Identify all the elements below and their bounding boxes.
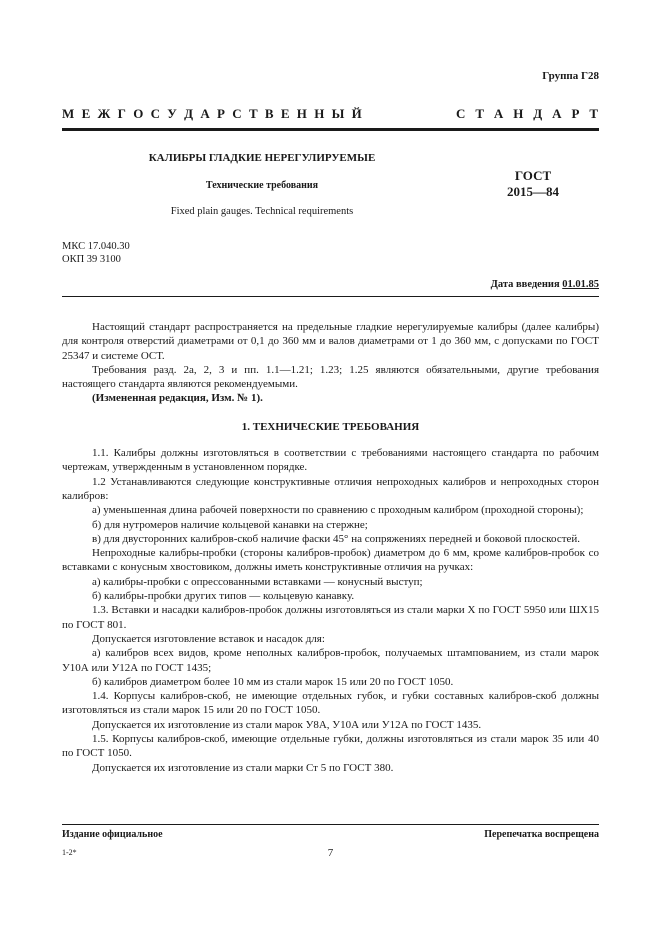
section-paragraph: б) для нутромеров наличие кольцевой канавки на стержне;: [92, 518, 368, 531]
gost-number: [488, 168, 578, 200]
banner-word1-letter: Е: [81, 106, 91, 121]
banner-word1-letter: А: [200, 106, 210, 121]
reprint-prohibited: Перепечатка воспрещена: [484, 829, 599, 840]
introduction-date: [491, 279, 599, 290]
document-body: [62, 320, 599, 775]
section-paragraph: в) для двусторонних калибров-скоб наличие фаски 45° на сопряжениях передней и боковой плоскостей.: [92, 532, 581, 545]
date-rule: [62, 296, 599, 297]
section-paragraph: 1.1. Калибры должны изготовляться в соответствии с требованиями настоящего стандарта по рабочим чертежам, утвержденным в установленном порядке.: [62, 447, 599, 474]
banner-word1-letter: Й: [351, 106, 362, 121]
banner-word1-letter: Д: [184, 106, 194, 121]
banner-word1-letter: У: [167, 106, 177, 121]
banner-word1-letter: Н: [296, 106, 307, 121]
section-paragraph: 1.5. Корпусы калибров-скоб, имеющие отдельные губки, должны изготовляться из стали марок 35 или 40 по ГОСТ 1050.: [62, 733, 599, 760]
banner-word1-letter: В: [264, 106, 274, 121]
classification-codes: [62, 240, 130, 266]
banner-word1-letter: Н: [314, 106, 325, 121]
document-title: КАЛИБРЫ ГЛАДКИЕ НЕРЕГУЛИРУЕМЫЕ: [148, 152, 376, 164]
section-heading: 1. ТЕХНИЧЕСКИЕ ТРЕБОВАНИЯ: [241, 420, 420, 433]
english-title: Fixed plain gauges. Technical requirements: [170, 206, 354, 217]
section-paragraph: Допускается изготовление вставок и насадок для:: [92, 632, 325, 645]
banner-word-interstate: [62, 106, 362, 122]
banner-word1-letter: Т: [248, 106, 258, 121]
banner-word1-letter: Ж: [97, 106, 111, 121]
section-paragraph: а) уменьшенная длина рабочей поверхности по сравнению с проходным калибром (проходной стороны);: [92, 504, 584, 517]
banner-word1-letter: С: [232, 106, 242, 121]
document-subtitle: Технические требования: [205, 180, 319, 191]
section-paragraph: а) калибры-пробки с опрессованными вставками — конусный выступ;: [92, 575, 423, 588]
mks-code: МКС 17.040.30: [62, 241, 130, 252]
banner-word2-letter: Н: [513, 106, 524, 121]
banner-word1-letter: Ы: [331, 106, 345, 121]
section-paragraph: б) калибры-пробки других типов — кольцевую канавку.: [92, 590, 355, 603]
banner-word1-letter: М: [62, 106, 75, 121]
section-paragraph: Допускается их изготовление из стали марок У8А, У10А или У12А по ГОСТ 1435.: [92, 718, 482, 731]
banner-word2-letter: Д: [533, 106, 543, 121]
intro-paragraph-2: Требования разд. 2а, 2, 3 и пп. 1.1—1.21; 1.23; 1.25 являются обязательными, другие требования настоящего стандарта являются рекомендуемыми.: [62, 363, 599, 391]
banner-word2-letter: Т: [475, 106, 484, 121]
sheet-signature: 1-2*: [62, 848, 77, 857]
banner-word1-letter: О: [133, 106, 144, 121]
banner-word1-letter: Р: [217, 106, 225, 121]
banner-word2-letter: С: [456, 106, 466, 121]
banner-word-standard: [456, 106, 598, 122]
banner-word1-letter: С: [150, 106, 161, 121]
section-paragraph: б) калибров диаметром более 10 мм из стали марок 15 или 20 по ГОСТ 1050.: [92, 675, 454, 688]
footer-rule: [62, 824, 599, 825]
banner-rule: [62, 128, 599, 131]
banner-word2-letter: А: [552, 106, 562, 121]
banner-word2-letter: А: [493, 106, 504, 121]
section-paragraphs: [62, 446, 599, 775]
section-paragraph: а) калибров всех видов, кроме неполных калибров-пробок, получаемых штампованием, из стали марок У10А или У12А по ГОСТ 1435;: [62, 647, 599, 674]
section-paragraph: Допускается их изготовление из стали марки Ст 5 по ГОСТ 380.: [92, 761, 394, 774]
intro-paragraph-1: Настоящий стандарт распространяется на предельные гладкие нерегулируемые калибры (далее калибры) для контроля отверстий диаметрами от 0,1 до 360 мм и валов диаметрами от 1 до 360 мм, с допусками по ГОСТ 25347 и системе ОСТ.: [62, 321, 599, 362]
banner-word2-letter: Т: [589, 106, 598, 121]
section-paragraph: 1.3. Вставки и насадки калибров-пробок должны изготовляться из стали марки Х по ГОСТ 5950 или ШХ15 по ГОСТ 801.: [62, 604, 599, 631]
official-edition: Издание официальное: [62, 829, 163, 840]
banner-word1-letter: Е: [280, 106, 290, 121]
section-paragraph: Непроходные калибры-пробки (стороны калибров-пробок) диаметром до 6 мм, кроме калибров-пробок со вставками с конусным хвостовиком, должны иметь конструктивные отличия на ручках:: [62, 547, 599, 574]
standard-banner: [62, 106, 598, 122]
intro-amendment: (Измененная редакция, Изм. № 1).: [92, 392, 263, 405]
section-paragraph: 1.4. Корпусы калибров-скоб, не имеющие отдельных губок, и губки составных калибров-скоб должны изготовляться из стали марок 15 или 20 по ГОСТ 1050.: [62, 690, 599, 717]
section-paragraph: 1.2 Устанавливаются следующие конструктивные отличия непроходных калибров и непроходных сторон калибров:: [62, 475, 599, 502]
intro-date-label: Дата введения: [490, 279, 560, 290]
intro-date-value: 01.01.85: [562, 279, 599, 290]
group-code: Группа Г28: [542, 70, 599, 82]
page-number: 7: [327, 847, 334, 859]
gost-label: ГОСТ: [514, 168, 552, 183]
okp-code: ОКП 39 3100: [62, 254, 121, 265]
banner-word1-letter: Г: [117, 106, 126, 121]
gost-code: 2015—84: [507, 184, 559, 199]
banner-word2-letter: Р: [571, 106, 580, 121]
